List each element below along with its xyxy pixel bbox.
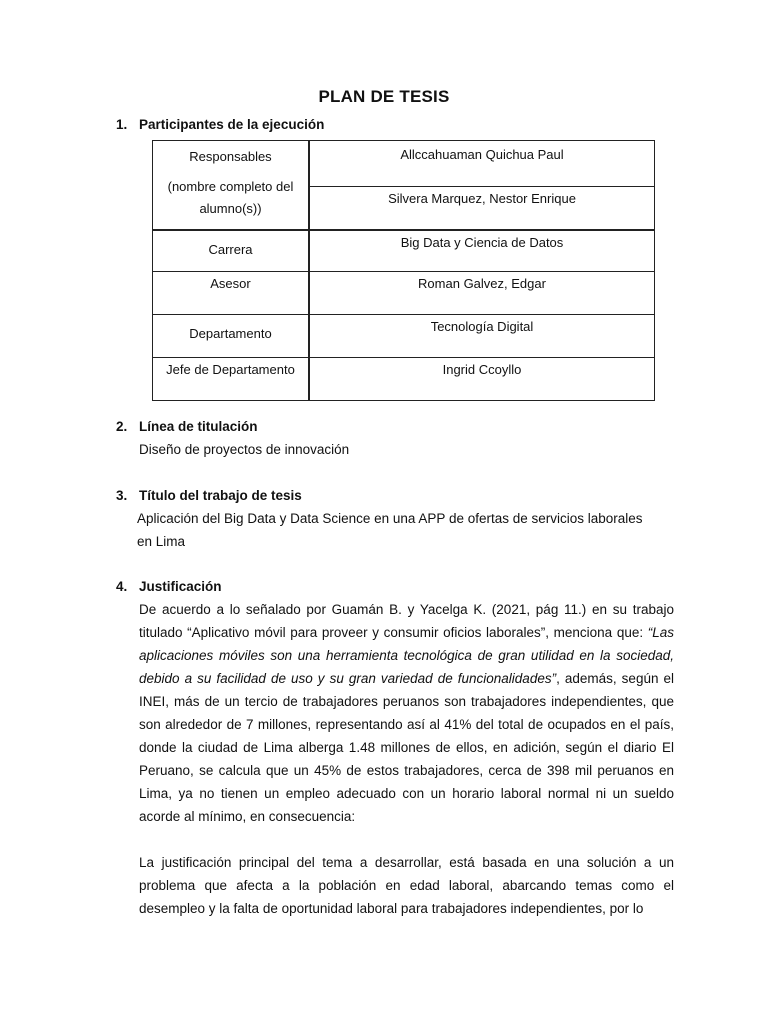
section-3-heading [116,488,302,503]
section-number: 1. [116,117,128,132]
row-label-cell: Departamento [153,315,310,358]
section-2-body: Diseño de proyectos de innovación [139,442,350,457]
paragraph-text: De acuerdo a lo señalado por Guamán B. y Yacelga K. (2021, pág 11.) en su trabajo titulado “Aplicativo móvil para proveer y consumir oficios laborales”, menciona que: [139,602,674,640]
justificacion-body [139,598,674,920]
section-title: Justificación [139,579,222,594]
responsables-label: Responsables [189,149,272,164]
table-row [153,230,655,272]
row-label-cell: Carrera [153,230,310,272]
responsable-value-2: Silvera Marquez, Nestor Enrique [309,187,655,230]
justificacion-paragraph-2: La justificación principal del tema a desarrollar, está basada en una solución a un problema que afecta a la población en edad laboral, abarcando temas como el desempleo y la falta de oportunidad laboral para trabajadores independientes, por lo [139,855,674,916]
row-value-cell: Ingrid Ccoyllo [309,358,655,401]
participants-table [152,140,655,401]
table-row [153,315,655,358]
responsables-label-cell [153,141,310,230]
row-value-cell: Tecnología Digital [309,315,655,358]
table-row [153,141,655,187]
quote-text: “Las aplicaciones móviles son una herramienta tecnológica de gran utilidad en la sociedad, debido a su facilidad de uso y su gran variedad de funcionalidades” [139,625,674,686]
row-label-cell: Jefe de Departamento [153,358,310,401]
section-title: Participantes de la ejecución [139,117,325,132]
table-row [153,358,655,401]
responsable-value-1: Allccahuaman Quichua Paul [309,141,655,187]
section-title: Título del trabajo de tesis [139,488,302,503]
section-number: 4. [116,579,128,594]
section-1-heading [116,117,324,132]
row-value-cell: Big Data y Ciencia de Datos [309,230,655,272]
row-value-cell: Roman Galvez, Edgar [309,272,655,315]
responsables-sublabel: (nombre completo del alumno(s)) [167,179,294,216]
section-number: 2. [116,419,128,434]
document-title: PLAN DE TESIS [318,87,450,106]
section-2-heading [116,419,258,434]
section-title: Línea de titulación [139,419,258,434]
table-row [153,272,655,315]
paragraph-text: , además, según el INEI, más de un tercio de trabajadores peruanos son trabajadores independientes, que son alrededor de 7 millones, representando así al 41% del total de ocupados en el país, donde la ciudad de Lima alberga 1.48 millones de ellos, en adición, según el diario El Peruano, se calcula que un 45% de estos trabajadores, cerca de 398 mil peruanos en Lima, ya no tienen un empleo adecuado con un horario laboral normal ni un sueldo acorde al mínimo, en consecuencia: [139,671,674,824]
justificacion-paragraph-1 [139,598,674,828]
section-3-line: Aplicación del Big Data y Data Science en una APP de ofertas de servicios laborales [137,511,643,526]
paragraph-gap [139,828,674,851]
section-3-body [137,507,677,553]
section-4-heading [116,579,222,594]
row-label-cell: Asesor [153,272,310,315]
section-3-line: en Lima [137,534,186,549]
section-number: 3. [116,488,128,503]
